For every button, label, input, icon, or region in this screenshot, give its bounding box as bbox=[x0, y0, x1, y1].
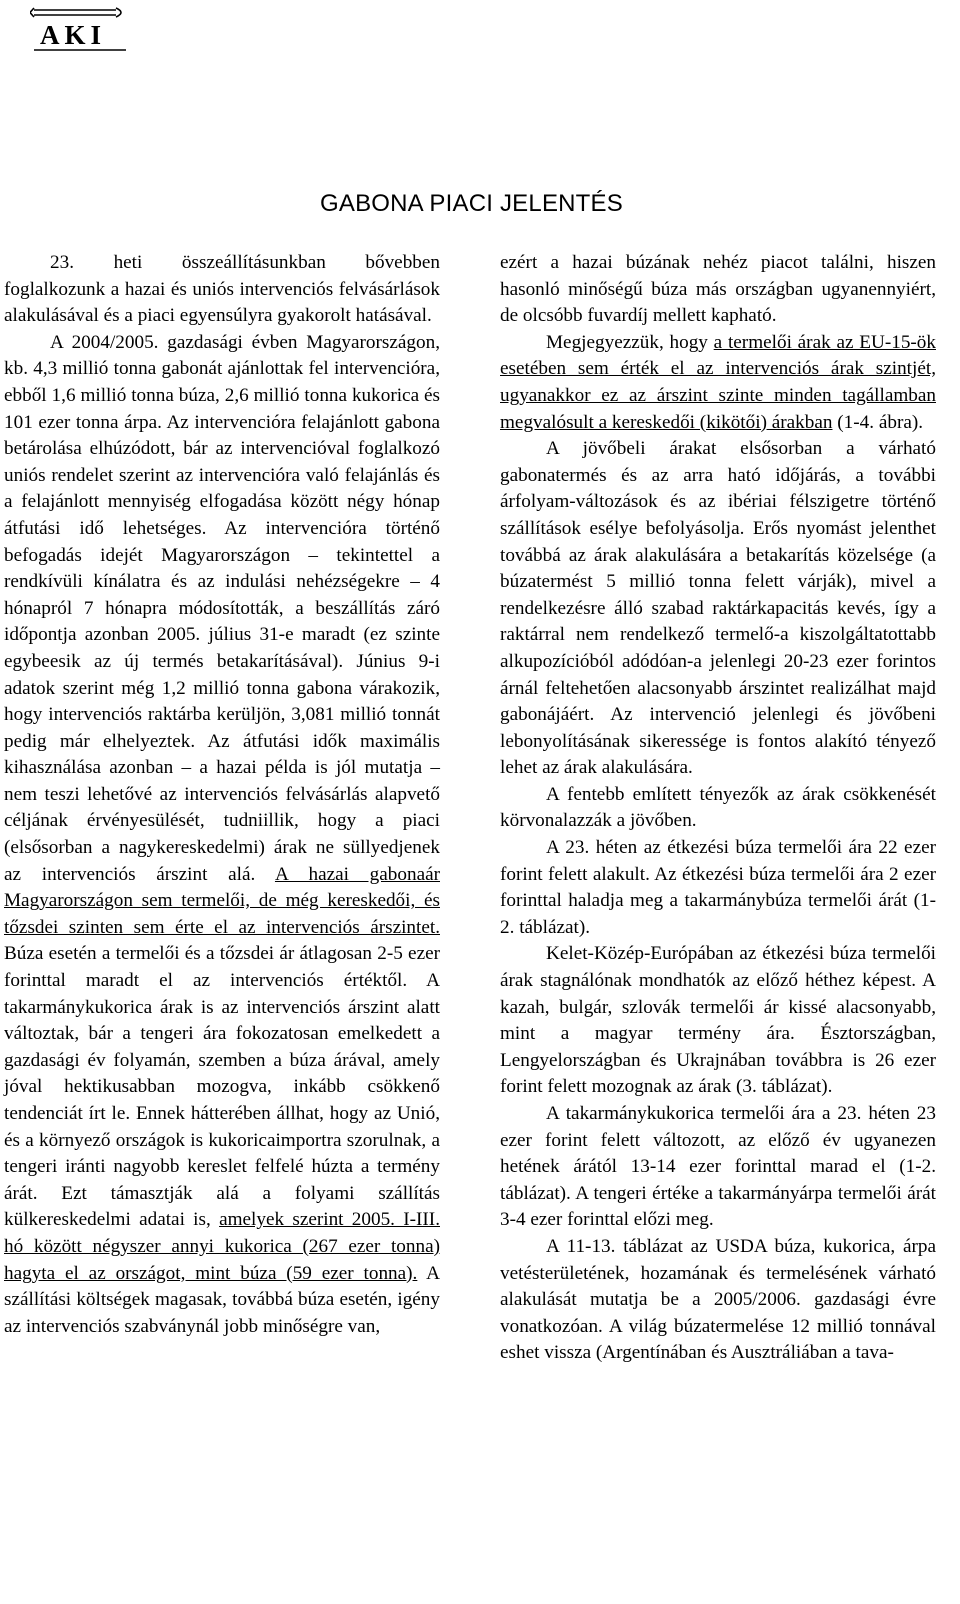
right-text-segment: (1-4. ábra). bbox=[832, 411, 924, 433]
page-title: GABONA PIACI JELENTÉS bbox=[320, 190, 623, 217]
left-paragraph-intro: 23. heti összeállításunkban bővebben foglalkozunk a hazai és uniós intervenciós felvásárlások alakulásával és a piaci egyensúlyra gyakorolt hatásával. bbox=[4, 252, 440, 327]
aki-logo bbox=[30, 4, 130, 54]
left-text-segment: A 2004/2005. gazdasági évben Magyarországon, kb. 4,3 millió tonna gabonát ajánlottak fel intervencióra, ebből 1,6 millió tonna búza, 2,6 millió tonna kukorica és 101 ezer tonna árpa. Az intervencióra felajánlott gabona betárolása elhúzódott, bár az intervencióval foglalkozó uniós rendelet szerint az intervencióra való felajánlás és a felajánlott mennyiség elfogadása között négy hónap átfutási idő lehetséges. Az intervencióra történő befogadás idejét Magyarországon – tekintettel a rendkívüli kínálatra és az indulási nehézségekre – 4 hónapról 7 hónapra módosították, a beszállítás záró időpontja azonban 2005. július 31-e maradt (ez szinte egybeesik az új termés betakarításával). Június 9-i adatok szerint még 1,2 millió tonna gabona várakozik, hogy intervenciós raktárba kerüljön, 3,081 millió tonnát pedig már elhelyeztek. Az átfutási idők maximális kihasználása azonban – a hazai példa is jól mutatja – nem teszi lehetővé az intervenciós felvásárlás alapvető céljának érvényesülését, tudniillik, hogy a piaci (elsősorban a nagykereskedelmi) árak ne süllyedjenek az intervenciós árszint alá. bbox=[4, 331, 440, 885]
right-column bbox=[500, 250, 936, 1367]
right-paragraph-wheat-price: A 23. héten az étkezési búza termelői ára 22 ezer forint felett alakult. Az étkezési búza termelői ára 2 ezer forinttal haladja meg a takarmánybúza termelői árát (1-2. táblázat). bbox=[500, 837, 936, 938]
left-paragraph-main bbox=[4, 330, 440, 1341]
underlined-statement-export: amelyek szerint 2005. I-III. hó között négyszer annyi kukorica (267 ezer tonna) hagyta el az országot, mint búza (59 ezer tonna). bbox=[4, 1209, 440, 1284]
right-paragraph-eu-prices bbox=[500, 330, 936, 436]
left-text-segment: Búza esetén a termelői és a tőzsdei ár átlagosan 2-5 ezer forinttal maradt el az intervenciós értéktől. A takarmánykukorica árak is az intervenciós árszint alatt változtak, bár a tengeri ára fokozatosan emelkedett a gazdasági év folyamán, szemben a búza árával, amely jóval hektikusabban mozogva, inkább csökkenő tendenciát írt le. Ennek hátterében állhat, hogy az Unió, és a környező országok is kukoricaimportra szorulnak, a tengeri iránti nagyobb kereslet felfelé húzta a termény árát. Ezt támasztják alá a folyami szállítás külkereskedelmi adatai is, bbox=[4, 943, 440, 1231]
left-column bbox=[4, 250, 440, 1340]
right-paragraph-continued: ezért a hazai búzának nehéz piacot találni, hiszen hasonló minőségű búza más országban ugyanennyiért, de olcsóbb fuvardíj mellett kapható. bbox=[500, 252, 936, 327]
right-paragraph-cee-prices: Kelet-Közép-Európában az étkezési búza termelői árak stagnálónak mondhatók az előző héthez képest. A kazah, bulgár, szlovák termelői ár kissé alacsonyabb, mint a magyar termény ára. Észtországban, Lengyelországban és Ukrajnában továbbra is 26 ezer forint felett mozognak az árak (3. táblázat). bbox=[500, 943, 936, 1098]
left-text-segment: A szállítási költségek magasak, továbbá búza esetén, igény az intervenciós szabványnál jobb minőségre van, bbox=[4, 1262, 440, 1337]
logo-text: AKI bbox=[40, 20, 107, 50]
underlined-statement-eu15: a termelői árak az EU-15-ök esetében sem érték el az intervenciós árak szintjét, ugyanakkor ez az árszint szinte minden tagállamban megvalósult a kereskedői (kikötői) árakban bbox=[500, 331, 936, 433]
right-paragraph-maize-price: A takarmánykukorica termelői ára a 23. héten 23 ezer forint felett változott, az előző év ugyanezen hetének árától 13-14 ezer forinttal marad el (1-2. táblázat). A tengeri értéke a takarmányárpa termelői árát 3-4 ezer forinttal előzi meg. bbox=[500, 1103, 936, 1231]
right-paragraph-usda: A 11-13. táblázat az USDA búza, kukorica, árpa vetésterületének, hozamának és termelésének várható alakulását mutatja be a 2005/2006. gazdasági évre vonatkozóan. A világ búzatermelése 12 millió tonnával eshet vissza (Argentínában és Ausztráliában a tava- bbox=[500, 1235, 936, 1364]
right-text-segment: Megjegyezzük, hogy bbox=[546, 331, 714, 353]
underlined-statement-price-level: A hazai gabonaár Magyarországon sem termelői, de még kereskedői, és tőzsdei szinten sem érte el az intervenciós árszintet. bbox=[4, 863, 440, 938]
right-paragraph-outlook: A fentebb említett tényezők az árak csökkenését körvonalazzák a jövőben. bbox=[500, 783, 936, 832]
right-paragraph-future-prices: A jövőbeli árakat elsősorban a várható gabonatermés és az arra ható időjárás, a további árfolyam-változások és az ibériai félszigetre történő szállítások esélye befolyásolja. Erős nyomást jelenthet továbbá az árak alakulására a betakarítás közelsége (a búzatermést 5 millió tonna felett várják), mivel a rendelkezésre álló szabad raktárkapacitás kevés, így a raktárral nem rendelkező termelő-a kiszolgáltatottabb alkupozícióból adódóan-a jelenlegi 20-23 ezer forintos árnál feltehetően alacsonyabb árszintet realizálhat majd gabonájáért. Az intervenció jelenlegi és jövőbeni lebonyolításának sikeressége is fontos alakító tényező lehet az árak alakulására. bbox=[500, 438, 936, 779]
